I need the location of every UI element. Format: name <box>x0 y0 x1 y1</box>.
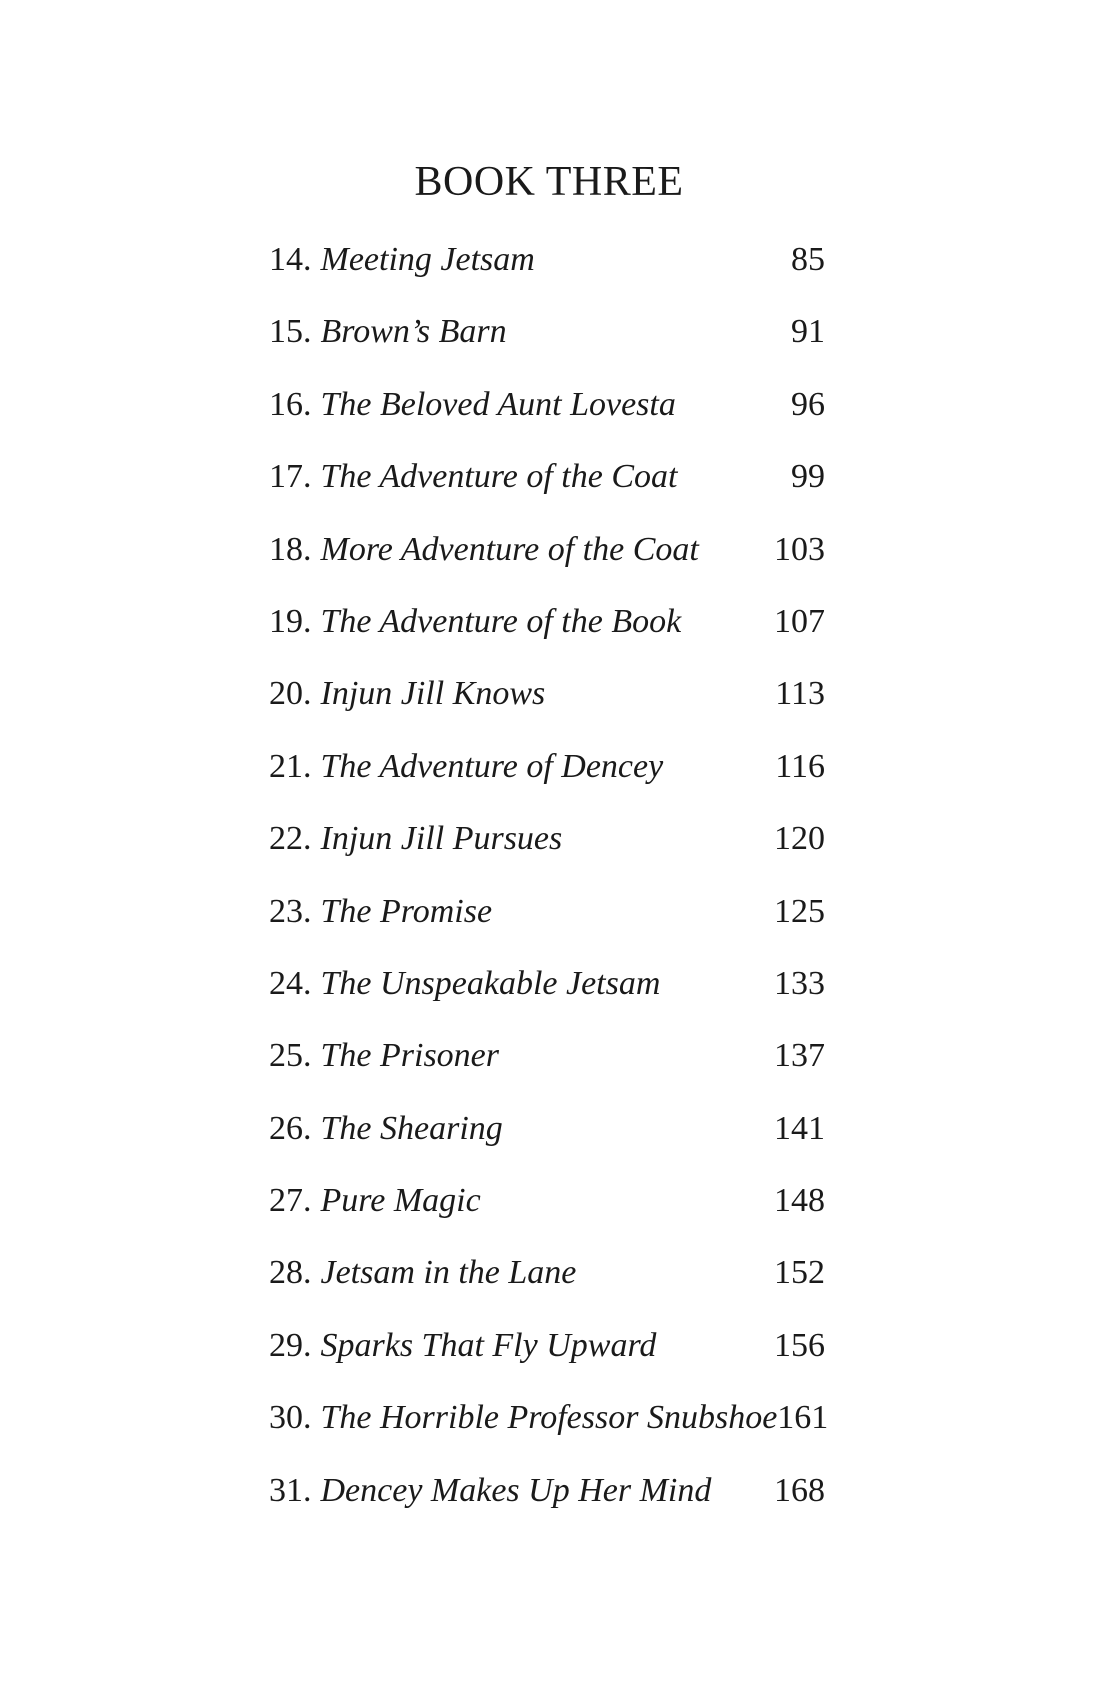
chapter-title: Brown’s Barn <box>320 313 507 351</box>
toc-entry <box>269 1237 825 1309</box>
chapter-title: Meeting Jetsam <box>320 241 535 278</box>
chapter-number: 27. <box>269 1182 312 1220</box>
chapter-number: 20. <box>269 675 312 713</box>
toc-entry-text <box>269 1020 499 1092</box>
toc-entry-text <box>269 514 699 586</box>
chapter-page-number: 137 <box>774 1037 825 1075</box>
toc-entry <box>269 369 825 441</box>
toc-entry <box>269 1093 825 1165</box>
chapter-number: 14. <box>269 241 312 278</box>
chapter-number: 29. <box>269 1326 312 1364</box>
toc-entry <box>269 514 825 586</box>
toc-entry <box>269 441 825 513</box>
chapter-number: 26. <box>269 1109 312 1147</box>
toc-entry-text <box>269 296 507 368</box>
toc-entry-text <box>269 1093 503 1165</box>
toc-entry <box>269 803 825 875</box>
chapter-page-number: 133 <box>774 964 825 1002</box>
chapter-number: 31. <box>269 1471 312 1509</box>
chapter-title: More Adventure of the Coat <box>320 530 699 568</box>
chapter-title: Pure Magic <box>320 1182 481 1220</box>
chapter-title: The Shearing <box>320 1109 503 1147</box>
toc-entry <box>269 296 825 368</box>
toc-entry <box>269 1382 829 1454</box>
chapter-page-number: 99 <box>791 458 825 496</box>
toc-entry <box>269 1455 825 1527</box>
chapter-title: The Beloved Aunt Lovesta <box>320 385 676 423</box>
chapter-title: The Promise <box>320 892 493 930</box>
toc-entry-text <box>269 369 676 441</box>
toc-entry <box>269 586 825 658</box>
chapter-title: Dencey Makes Up Her Mind <box>320 1471 712 1509</box>
chapter-number: 17. <box>269 458 312 496</box>
chapter-number: 24. <box>269 964 312 1002</box>
chapter-number: 18. <box>269 530 312 568</box>
chapter-title: Injun Jill Knows <box>320 675 546 713</box>
chapter-title: The Adventure of Dencey <box>320 747 664 785</box>
toc-entry-text <box>269 948 660 1020</box>
chapter-page-number: 96 <box>791 385 825 423</box>
toc-entry-text <box>269 803 562 875</box>
chapter-page-number: 120 <box>774 820 825 858</box>
chapter-title: The Unspeakable Jetsam <box>320 964 661 1002</box>
chapter-page-number: 156 <box>774 1326 825 1364</box>
table-of-contents <box>269 224 829 1527</box>
chapter-page-number: 148 <box>774 1182 825 1220</box>
chapter-page-number: 161 <box>777 1399 829 1437</box>
chapter-page-number: 141 <box>774 1109 825 1147</box>
toc-entry-text <box>269 586 681 658</box>
toc-entry <box>269 731 825 803</box>
chapter-number: 28. <box>269 1254 312 1292</box>
book-section-heading: BOOK THREE <box>414 159 684 205</box>
toc-entry-text <box>269 1165 481 1237</box>
chapter-number: 22. <box>269 820 312 858</box>
toc-entry <box>269 876 825 948</box>
toc-entry-text <box>269 441 677 513</box>
toc-entry-text <box>269 1310 656 1382</box>
chapter-page-number: 85 <box>791 241 825 278</box>
chapter-title: The Prisoner <box>320 1037 499 1075</box>
chapter-number: 21. <box>269 747 312 785</box>
chapter-title: Sparks That Fly Upward <box>320 1326 657 1364</box>
chapter-page-number: 91 <box>791 313 825 351</box>
chapter-title: The Horrible Professor Snubshoe <box>320 1399 778 1437</box>
toc-entry-text <box>269 224 535 296</box>
toc-entry <box>269 948 825 1020</box>
chapter-title: The Adventure of the Book <box>320 602 682 640</box>
chapter-number: 19. <box>269 602 312 640</box>
chapter-page-number: 103 <box>774 530 825 568</box>
toc-entry <box>269 1020 825 1092</box>
chapter-page-number: 152 <box>774 1254 825 1292</box>
toc-entry-text <box>269 658 545 730</box>
chapter-page-number: 107 <box>774 602 825 640</box>
toc-entry-text <box>269 1237 576 1309</box>
toc-entry-text <box>269 1455 711 1527</box>
chapter-page-number: 168 <box>774 1471 825 1509</box>
chapter-page-number: 125 <box>774 892 825 930</box>
toc-entry-text <box>269 876 492 948</box>
chapter-number: 25. <box>269 1037 312 1075</box>
chapter-title: Injun Jill Pursues <box>320 820 563 858</box>
toc-entry <box>269 658 825 730</box>
chapter-number: 16. <box>269 385 312 423</box>
toc-entry <box>269 1165 825 1237</box>
chapter-number: 23. <box>269 892 312 930</box>
chapter-page-number: 113 <box>775 675 825 713</box>
chapter-page-number: 116 <box>775 747 825 785</box>
toc-entry <box>269 1310 825 1382</box>
chapter-title: The Adventure of the Coat <box>320 458 678 496</box>
chapter-title: Jetsam in the Lane <box>320 1254 577 1292</box>
toc-entry <box>269 224 825 296</box>
chapter-number: 30. <box>269 1399 312 1437</box>
toc-entry-text <box>269 731 663 803</box>
chapter-number: 15. <box>269 313 312 351</box>
toc-entry-text <box>269 1382 777 1454</box>
